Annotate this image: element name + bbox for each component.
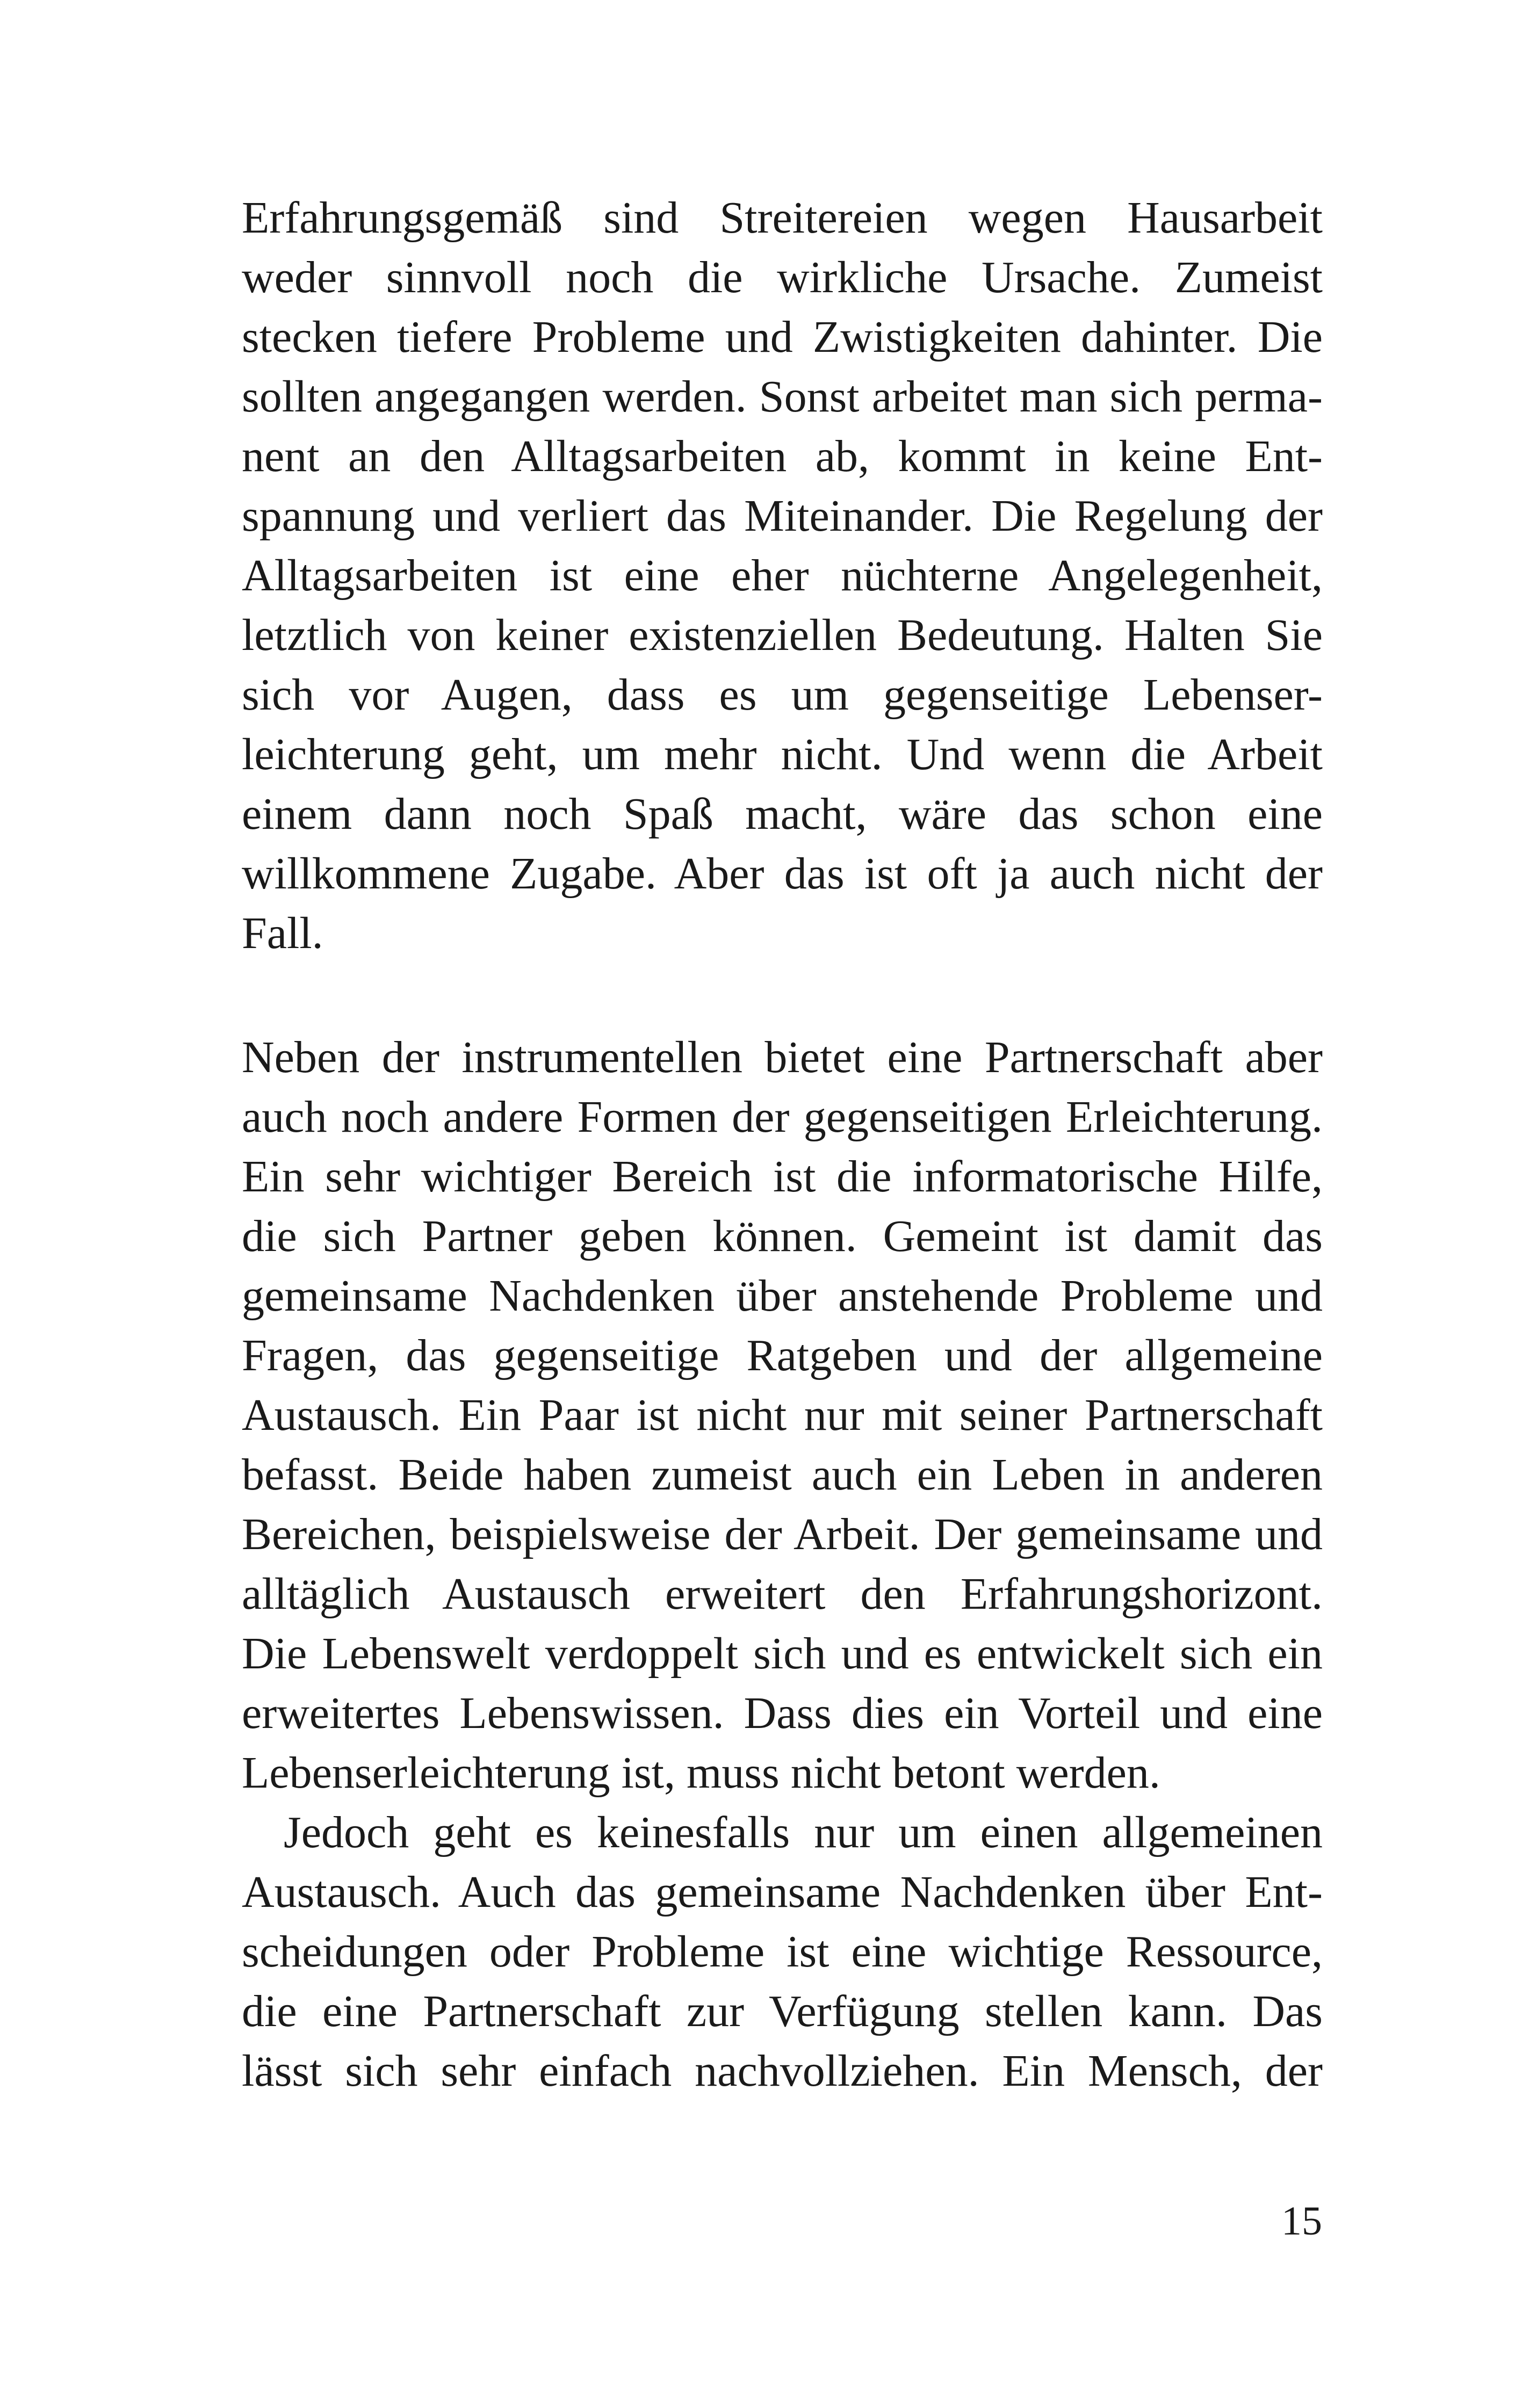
- text-line: Erfahrungsgemäß sind Streitereien wegen Hausarbeit: [242, 193, 1323, 243]
- text-line: lässt sich sehr einfach nachvollziehen. Ein Mensch, der: [242, 2046, 1323, 2096]
- text-line: auch noch andere Formen der gegenseitigen Erleichterung.: [242, 1092, 1323, 1142]
- text-line: Die Lebenswelt verdoppelt sich und es entwickelt sich ein: [242, 1629, 1323, 1679]
- text-line: leichterung geht, um mehr nicht. Und wenn die Arbeit: [242, 729, 1323, 779]
- text-line: die sich Partner geben können. Gemeint ist damit das: [242, 1211, 1323, 1261]
- text-line: Jedoch geht es keinesfalls nur um einen allgemeinen: [284, 1807, 1323, 1857]
- text-line: die eine Partnerschaft zur Verfügung stellen kann. Das: [242, 1986, 1323, 2036]
- text-line: Alltagsarbeiten ist eine eher nüchterne Angelegenheit,: [242, 551, 1323, 601]
- paragraph-gap: [242, 963, 1323, 1028]
- paragraph: [242, 1028, 1323, 1803]
- text-line: gemeinsame Nachdenken über anstehende Probleme und: [242, 1271, 1323, 1321]
- book-page-body: [242, 188, 1323, 2101]
- text-line: Ein sehr wichtiger Bereich ist die informatorische Hilfe,: [242, 1152, 1323, 1202]
- text-line: alltäglich Austausch erweitert den Erfahrungshorizont.: [242, 1569, 1323, 1619]
- paragraph: [242, 1803, 1323, 2101]
- text-line: einem dann noch Spaß macht, wäre das schon eine: [242, 789, 1323, 839]
- text-line: Austausch. Ein Paar ist nicht nur mit seiner Partnerschaft: [242, 1390, 1323, 1440]
- text-line: stecken tiefere Probleme und Zwistigkeiten dahinter. Die: [242, 312, 1323, 362]
- text-line: sollten angegangen werden. Sonst arbeitet man sich perma-: [242, 372, 1323, 422]
- text-line: weder sinnvoll noch die wirkliche Ursache. Zumeist: [242, 252, 1323, 302]
- text-line: willkommene Zugabe. Aber das ist oft ja auch nicht der: [242, 849, 1323, 899]
- text-line: spannung und verliert das Miteinander. Die Regelung der: [242, 491, 1323, 541]
- text-line: scheidungen oder Probleme ist eine wichtige Ressource,: [242, 1927, 1323, 1977]
- text-line: erweitertes Lebenswissen. Dass dies ein Vorteil und eine: [242, 1688, 1323, 1738]
- text-line: nent an den Alltagsarbeiten ab, kommt in keine Ent-: [242, 431, 1323, 481]
- text-line: Austausch. Auch das gemeinsame Nachdenken über Ent-: [242, 1867, 1323, 1917]
- text-line: Fall.: [242, 908, 323, 958]
- text-line: Bereichen, beispielsweise der Arbeit. Der gemeinsame und: [242, 1509, 1323, 1559]
- text-line: Neben der instrumentellen bietet eine Partnerschaft aber: [242, 1032, 1323, 1082]
- text-line: befasst. Beide haben zumeist auch ein Leben in anderen: [242, 1450, 1323, 1500]
- page-number: 15: [1281, 2199, 1322, 2244]
- text-line: sich vor Augen, dass es um gegenseitige Lebenser-: [242, 670, 1323, 720]
- text-line: Lebenserleichterung ist, muss nicht betont werden.: [242, 1748, 1160, 1798]
- text-line: Fragen, das gegenseitige Ratgeben und der allgemeine: [242, 1330, 1323, 1380]
- text-line: letztlich von keiner existenziellen Bedeutung. Halten Sie: [242, 610, 1323, 660]
- paragraph: [242, 188, 1323, 963]
